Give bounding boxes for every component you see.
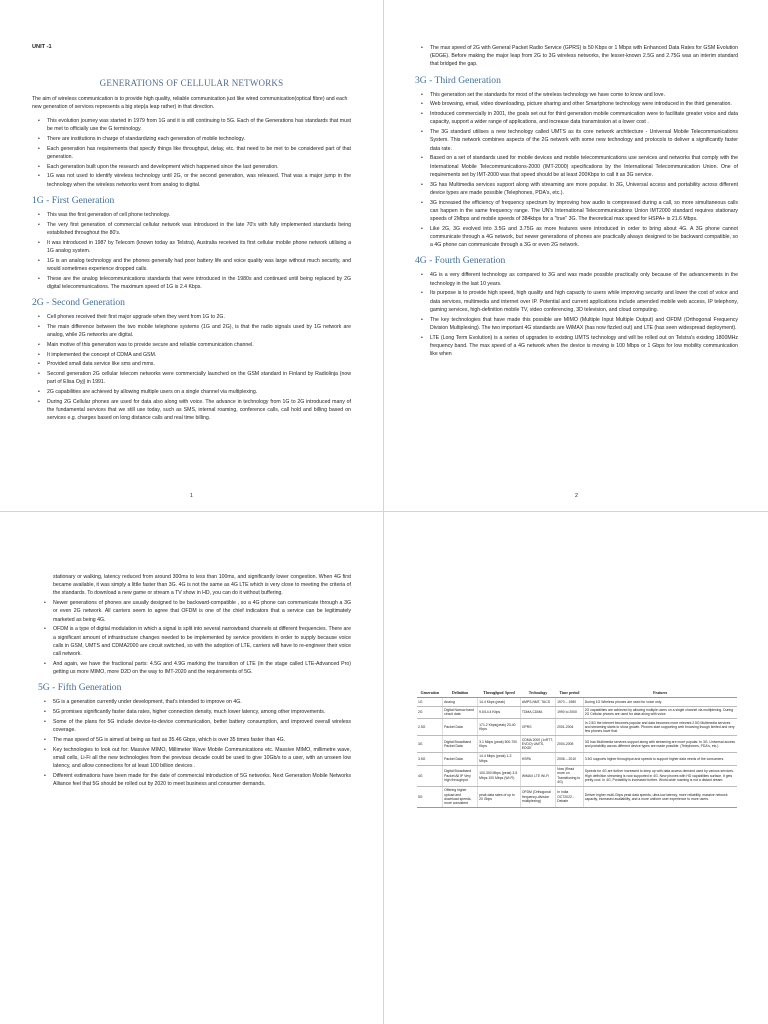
list-item: • Its purpose is to provide high speed, high quality and high capacity to users while improving security and lower the cost of voice and data services, multimedia and internet over IP. Potential and current applications include amended mobile web access, IP telephony, gaming services, high-definition mobile TV, video conferencing, 3D television, and cloud computing.	[421, 289, 738, 314]
list-item: • Based on a set of standards used for mobile devices and mobile telecommunications use services and networks that comply with the International Mobile Telecommunications-2000 (IMT-2000) specifications by the International Telecommunication Union. One of requirements set by IMT-2000 was that speed should be at least 200Kbps to call it as 3G service.	[421, 154, 738, 179]
continuation-paragraph: stationary or walking, latency reduced from around 300ms to less than 100ms, and significantly lower congestion. When 4G first became available, it was simply a little faster than 3G. 4G is not the same as 4G LTE which is very close to meeting the criteria of the standards. To download a new game or stream a TV show in HD, you can do it without buffering.	[53, 574, 351, 597]
list-item: • Provided small data service like sms and mms.	[38, 360, 351, 368]
table-cell: 3.1 Mbps (peak) 500-700 Kbps	[478, 736, 521, 753]
unit-label: UNIT -1	[32, 44, 52, 50]
list-item: • Cell phones received their first major upgrade when they went from 1G to 2G.	[38, 313, 351, 321]
list-item: • Introduced commercially in 2001, the goals set out for third generation mobile communication were to facilitate greater voice and data capacity, support a wider range of applications, and increase data transmission at a lower cost .	[421, 110, 738, 126]
list-item: • The 3G standard utilises a new technology called UMTS as its core network architecture - Universal Mobile Telecommunications System. This network combines aspects of the 2G network with some new technology and protocols to deliver a significantly faster data rate.	[421, 128, 738, 153]
list-item: • The main difference between the two mobile telephone systems (1G and 2G), is that the radio signals used by 1G network are analog, while 2G networks are digital.	[38, 323, 351, 339]
list-item: • And again, we have the fractional parts: 4.5G and 4.9G marking the transition of LTE (in the stage called LTE-Advanced Pro) getting us more MIMO, more D2D on the way to IMT-2020 and the requirements of 5G.	[44, 660, 351, 676]
table-cell: HSPA	[520, 752, 555, 765]
table-cell: TDMA,CDMA	[520, 706, 555, 719]
list-item: • Newer generations of phones are usually designed to be backward-compatible , so a 4G phone can communicate through a 3G or even 2G network. All carriers seem to agree that OFDM is one of the chief indicators that a service can be legitimately marketed as being 4G.	[44, 599, 351, 624]
list-item: • The max speed of 5G is aimed at being as fast as 35.46 Gbps, which is over 35 times faster than 4G.	[44, 736, 351, 744]
table-cell: 2001-2004	[556, 719, 584, 736]
list-item: • Each generation has requirements that specify things like throughput, delay, etc. that need to be met to be considered part of that generation.	[38, 145, 351, 161]
table-cell: peak data rates of up to 20 Gbps	[478, 786, 521, 807]
table-cell: Speeds for 4G are further increased to keep up with data access demand used by various services. High definition streaming is now supported in 4G. New phones with HD capabilities surface. It gets pretty cool. In 4G, Portability is increased further. World-wide roaming is not a distant dream.	[583, 765, 737, 786]
table-cell: 2006 – 2010	[556, 752, 584, 765]
column-header: Throughput/ Speed	[478, 689, 521, 698]
page-2	[385, 0, 768, 511]
page-4	[385, 513, 768, 1024]
table-cell: Packet Data	[443, 752, 478, 765]
list-item: • There are institutions in charge of standardizing each generation of mobile technology.	[38, 135, 351, 143]
list-item: • During 2G Cellular phones are used for data also along with voice. The advance in technology from 1G to 2G introduced many of the fundamental services that we still use today, such as SMS, internal roaming, conference calls, call hold and billing based on services e.g. charges based on long distance calls and real time billing.	[38, 398, 351, 423]
page-number: 1	[190, 493, 193, 499]
column-header: Definition	[443, 689, 478, 698]
list-item: • 5G is a generation currently under development, that's intended to improve on 4G.	[44, 698, 351, 706]
table-cell: 2004-2005	[556, 736, 584, 753]
list-item: • Each generation built upon the research and development which happened since the last generation.	[38, 163, 351, 171]
section-heading-3g: 3G - Third Generation	[415, 74, 501, 86]
generations-comparison-table	[417, 689, 737, 808]
table-cell: 2G	[417, 706, 443, 719]
table-cell: OFDM (Orthogonal frequency-division multiplexing)	[520, 786, 555, 807]
column-header: Features	[583, 689, 737, 698]
table-cell: 5G	[417, 786, 443, 807]
list-item: • 2G capabilities are achieved by allowing multiple users on a single channel via multiplexing.	[38, 388, 351, 396]
section-heading-2g: 2G - Second Generation	[32, 297, 125, 309]
list-item: • OFDM is a type of digital modulation in which a signal is split into several narrowband channels at different frequencies. There are a significant amount of infrastructure changes needed to be implemented by service providers in order to supply because voice calls in GSM, UMTS and CDMA2000 are circuit switched, so with the adoption of LTE, carriers will have to re-engineer their voice call network.	[44, 625, 351, 658]
list-item: • Main motive of this generation was to provide secure and reliable communication channel.	[38, 341, 351, 349]
list-item: • Different estimations have been made for the date of commercial introduction of 5G networks. Next Generation Mobile Networks Alliance feel that 5G should be rolled out by 2020 to meet business and consumer demands.	[44, 772, 351, 788]
list-item: • Some of the plans for 5G include device-to-device communication, better battery consumption, and improved overall wireless coverage.	[44, 718, 351, 734]
table-cell: 171.2 Kbps(peak) 20-40 Kbps	[478, 719, 521, 736]
list-item: • 3G increased the efficiency of frequency spectrum by improving how audio is compressed during a call, so more simultaneous calls can happen in the same frequency range. The UN's International Telecommunications Union IMT2000 standard requires stationary speeds of 2Mbps and mobile speeds of 384kbps for a "true" 3G. The theoretical max speed for HSPA+ is 21.6 Mbps.	[421, 199, 738, 224]
table-row	[417, 706, 737, 719]
section-heading-4g: 4G - Fourth Generation	[415, 255, 506, 267]
2g-continued-bullet-list	[415, 44, 738, 69]
column-header: Generation	[417, 689, 443, 698]
4g-continued-bullet-list	[38, 599, 351, 676]
list-item: • 4G is a very different technology as compared to 3G and was made possible practically only because of the advancements in the technology in the last 10 years.	[421, 271, 738, 287]
column-header: Time period	[556, 689, 584, 698]
table-row	[417, 786, 737, 807]
table-cell: Digital Broadband Packet Data	[443, 736, 478, 753]
list-item: • Key technologies to look out for: Massive MIMO, Millimeter Wave Mobile Communications etc. Massive MIMO, millimetre wave, small cells, Li-Fi all the new technologies from the previous decade could be used to give 10Gb/s to a user, with an unseen low latency, and allow connections for at least 100 billion devices .	[44, 746, 351, 771]
table-cell: Digital Narrow band circuit data	[443, 706, 478, 719]
table-cell: 100-300 Mbps (peak) 3-5 Mbps 100 Mbps (Wi-Fi)	[478, 765, 521, 786]
section-heading-1g: 1G - First Generation	[32, 194, 115, 206]
column-header: Technology	[520, 689, 555, 698]
list-item: • It was introduced in 1987 by Telecom (known today as Telstra), Australia received its first cellular mobile phone network utilising a 1G analog system.	[38, 239, 351, 255]
table-cell: 3G has Multimedia services support along with streaming are more popular. In 3G, Universal access and portability across different device types are made possible. (Telephones, PDA's, etc.)	[583, 736, 737, 753]
table-cell: In India OCT2022 - Debate	[556, 786, 584, 807]
horizontal-page-divider	[0, 511, 768, 512]
table-cell: Now (Read more on Transitioning to 4G)	[556, 765, 584, 786]
table-cell: WiMAX LTE Wi-Fi	[520, 765, 555, 786]
list-item: • This evolution journey was started in 1979 from 1G and it is still continuing to 5G. Each of the Generations has standards that must be met to officially use the G terminology.	[38, 117, 351, 133]
table-cell: Deliver higher multi-Gbps peak data speeds, ultra-low latency, more reliability, massive network capacity, increased availability, and a more uniform user experience to more users.	[583, 786, 737, 807]
table-cell: 3G	[417, 736, 443, 753]
list-item: • This generation set the standards for most of the wireless technology we have come to know and love.	[421, 91, 738, 99]
table-cell: Offering higher upload and download speeds, more consistent	[443, 786, 478, 807]
intro-bullet-list	[32, 117, 351, 189]
table-cell: 4G	[417, 765, 443, 786]
list-item: • The key technologies that have made this possible are MIMO (Multiple Input Multiple Output) and OFDM (Orthogonal Frequency Division Multiplexing). The two important 4G standards are WiMAX (has now fizzled out) and LTE (has seen widespread deployment).	[421, 316, 738, 332]
document-title: GENERATIONS OF CELLULAR NETWORKS	[99, 78, 284, 88]
table-cell: 1990 to 2000	[556, 706, 584, 719]
table-cell: GPRS	[520, 719, 555, 736]
2g-bullet-list	[32, 313, 351, 423]
table-cell: 9.6/14.4 Kbps	[478, 706, 521, 719]
page-number: 2	[575, 493, 578, 499]
list-item: • These are the analog telecommunications standards that were introduced in the 1980s and continued until being replaced by 2G digital telecommunications. The maximum speed of 1G is 2.4 Kbps.	[38, 275, 351, 291]
table-cell: 2G capabilities are achieved by allowing multiple users on a single channel via multiplexing. During 2G Cellular phones are used for data along with voice.	[583, 706, 737, 719]
table-row	[417, 765, 737, 786]
table-cell: Analog	[443, 698, 478, 706]
section-heading-5g: 5G - Fifth Generation	[38, 682, 122, 694]
page-1	[0, 0, 383, 511]
page-3	[0, 513, 383, 1024]
table-cell: 2.5G	[417, 719, 443, 736]
list-item: • The max speed of 2G with General Packet Radio Service (GPRS) is 50 Kbps or 1 Mbps with Enhanced Data Rates for GSM Evolution (EDGE). Before making the major leap from 2G to 3G wireless networks, the lesser-known 2.5G and 2.75G was an interim standard that bridged the gap.	[421, 44, 738, 69]
table-row	[417, 752, 737, 765]
table-row	[417, 719, 737, 736]
list-item: • LTE (Long Term Evolution) is a series of upgrades to existing UMTS technology and will be rolled out on Telstra's existing 1800MHz frequency band. The max speed of a 4G network when the device is moving is 100 Mbps or 1 Gbps for low mobility communication like when	[421, 334, 738, 359]
table-cell: AMPS,NMT, TACS	[520, 698, 555, 706]
5g-bullet-list	[38, 698, 351, 788]
table-cell: Digital Broadband Packet All IP Very high throughput	[443, 765, 478, 786]
table-cell: 3.5G	[417, 752, 443, 765]
list-item: • 5G promises significantly faster data rates, higher connection density, much lower latency, among other improvements.	[44, 708, 351, 716]
list-item: • It implemented the concept of CDMA and GSM.	[38, 351, 351, 359]
list-item: • 1G is an analog technology and the phones generally had poor battery life and voice quality was large without much security, and would sometimes experience dropped calls.	[38, 257, 351, 273]
list-item: • Second generation 2G cellular telecom networks were commercially launched on the GSM standard in Finland by Radiolinja (now part of Elisa Oyj) in 1991.	[38, 370, 351, 386]
table-row	[417, 698, 737, 706]
list-item: • Like 2G, 3G evolved into 3.5G and 3.75G as more features were introduced in order to bring about 4G. A 3G phone cannot communicate through a 4G network, but newer generations of phones are practically always designed to be backward compatible, so a 4G phone can communicate through a 3G or even 2G network.	[421, 225, 738, 250]
list-item: • Web browsing, email, video downloading, picture sharing and other Smartphone technology were introduced in the third generation.	[421, 100, 738, 108]
table-row	[417, 736, 737, 753]
1g-bullet-list	[32, 211, 351, 291]
vertical-page-divider	[383, 0, 384, 1024]
table-cell: 3.5G supports higher throughput and speeds to support higher data needs of the consumers.	[583, 752, 737, 765]
list-item: • This was the first generation of cell phone technology.	[38, 211, 351, 219]
table-cell: In 2.5G the internet becomes popular and data becomes more relevant.2.5G Multimedia services and streaming starts to show growth. Phones start supporting web browsing though limited and very few phones have that.	[583, 719, 737, 736]
list-item: • 3G has Multimedia services support along with streaming are more popular. In 3G, Universal access and portability across different device types are made possible (Telephones, PDA's, etc.).	[421, 181, 738, 197]
3g-bullet-list	[415, 91, 738, 250]
table-cell: 1G	[417, 698, 443, 706]
table-cell: 14.4 Mbps (peak) 1-3 Mbps	[478, 752, 521, 765]
list-item: • The very first generation of commercial cellular network was introduced in the late 70's with fully implemented standards being established throughout the 80's.	[38, 221, 351, 237]
table-cell: During 1G Wireless phones are used for voice only.	[583, 698, 737, 706]
table-cell: 14.4 Kbps (peak)	[478, 698, 521, 706]
table-header-row	[417, 689, 737, 698]
intro-paragraph: The aim of wireless communication is to provide high quality, reliable communication just like wired communication(optical fibre) and each new generation of services represents a big step(a leap rather) in that direction.	[32, 96, 348, 111]
table-cell: Packet Data	[443, 719, 478, 736]
table-cell: CDMA 2000 (1xRTT, EVDO) UMTS, EDGE	[520, 736, 555, 753]
table-cell: 1970 – 1980	[556, 698, 584, 706]
4g-bullet-list	[415, 271, 738, 358]
list-item: • 1G was not used to identify wireless technology until 2G, or the second generation, was released. That was a major jump in the technology when the wireless networks went from analog to digital.	[38, 172, 351, 188]
